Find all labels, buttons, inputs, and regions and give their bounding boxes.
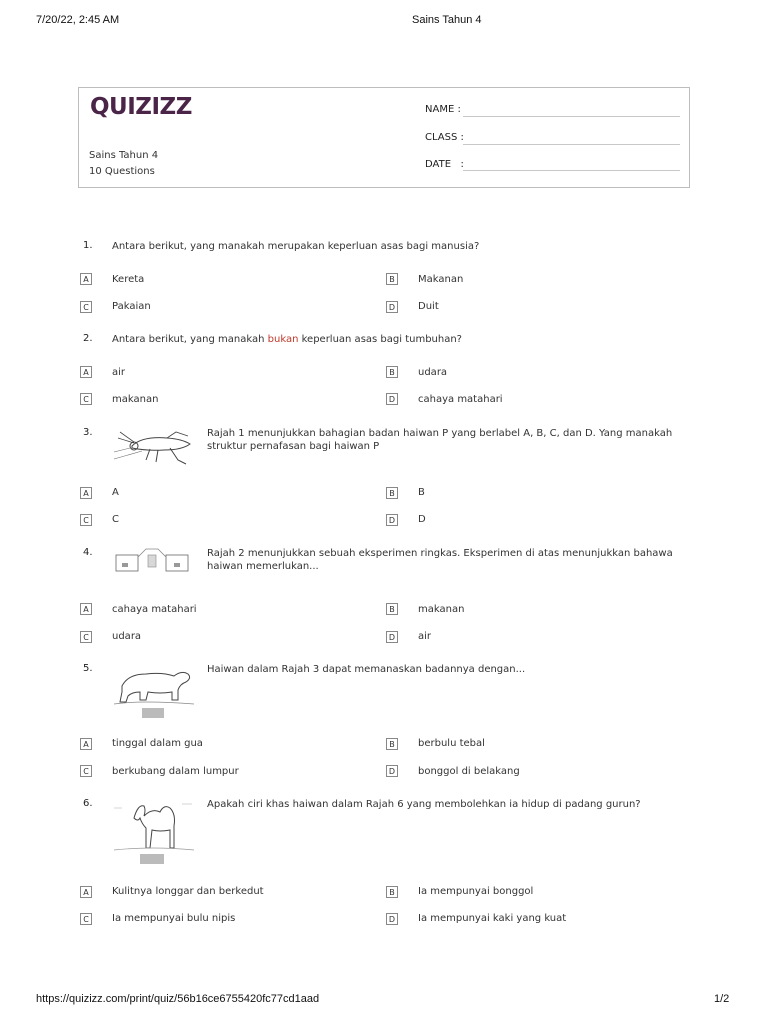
question-number: 6. xyxy=(83,798,93,809)
option-box-b[interactable]: B xyxy=(386,886,398,898)
option-text: Makanan xyxy=(418,274,464,285)
name-field[interactable] xyxy=(463,116,680,117)
option-box-d[interactable]: D xyxy=(386,765,398,777)
option-text: makanan xyxy=(112,394,159,405)
class-label: CLASS : xyxy=(425,132,464,143)
option-text: tinggal dalam gua xyxy=(112,738,203,749)
option-box-d[interactable]: D xyxy=(386,631,398,643)
question-number: 4. xyxy=(83,547,93,558)
option-box-d[interactable]: D xyxy=(386,393,398,405)
quizizz-logo: QUIZIZZ xyxy=(90,94,192,120)
option-text: Ia mempunyai bulu nipis xyxy=(112,913,236,924)
option-text: makanan xyxy=(418,604,465,615)
print-url: https://quizizz.com/print/quiz/56b16ce6755420fc77cd1aad xyxy=(36,993,320,1005)
option-text: Kulitnya longgar dan berkedut xyxy=(112,886,264,897)
quiz-title: Sains Tahun 4 xyxy=(89,150,159,161)
highlighted-word: bukan xyxy=(267,334,299,345)
class-field[interactable] xyxy=(463,144,680,145)
option-text: bonggol di belakang xyxy=(418,766,520,777)
option-text: air xyxy=(112,367,126,378)
option-box-a[interactable]: A xyxy=(80,886,92,898)
date-label: DATE : xyxy=(425,159,464,170)
option-text: B xyxy=(418,487,425,498)
print-page-number: 1/2 xyxy=(714,993,730,1005)
option-text: berbulu tebal xyxy=(418,738,485,749)
option-text: air xyxy=(418,631,432,642)
option-text: udara xyxy=(112,631,142,642)
option-box-a[interactable]: A xyxy=(80,366,92,378)
option-box-b[interactable]: B xyxy=(386,487,398,499)
question-text-part: keperluan asas bagi tumbuhan? xyxy=(298,334,462,345)
date-field[interactable] xyxy=(463,170,680,171)
option-box-c[interactable]: C xyxy=(80,301,92,313)
question-text: Haiwan dalam Rajah 3 dapat memanaskan badannya dengan... xyxy=(207,664,526,675)
option-box-d[interactable]: D xyxy=(386,913,398,925)
print-datetime: 7/20/22, 2:45 AM xyxy=(36,14,120,26)
question-text: Antara berikut, yang manakah merupakan keperluan asas bagi manusia? xyxy=(112,241,480,252)
grasshopper-image xyxy=(112,426,196,466)
option-text: Pakaian xyxy=(112,301,151,312)
option-box-b[interactable]: B xyxy=(386,603,398,615)
option-box-c[interactable]: C xyxy=(80,913,92,925)
print-title: Sains Tahun 4 xyxy=(412,14,482,26)
option-box-a[interactable]: A xyxy=(80,273,92,285)
option-text: udara xyxy=(418,367,448,378)
question-number: 3. xyxy=(83,427,93,438)
question-number: 5. xyxy=(83,663,93,674)
camel-image xyxy=(112,796,196,868)
option-box-c[interactable]: C xyxy=(80,514,92,526)
option-box-d[interactable]: D xyxy=(386,301,398,313)
question-count: 10 Questions xyxy=(89,166,155,177)
question-number: 2. xyxy=(83,333,93,344)
quiz-header-box xyxy=(78,87,690,188)
option-box-b[interactable]: B xyxy=(386,738,398,750)
option-box-c[interactable]: C xyxy=(80,765,92,777)
question-text: Apakah ciri khas haiwan dalam Rajah 6 yang membolehkan ia hidup di padang gurun? xyxy=(207,799,641,810)
option-text: cahaya matahari xyxy=(418,394,503,405)
option-text: Ia mempunyai kaki yang kuat xyxy=(418,913,567,924)
option-box-a[interactable]: A xyxy=(80,487,92,499)
option-text: Duit xyxy=(418,301,439,312)
option-box-c[interactable]: C xyxy=(80,631,92,643)
experiment-image xyxy=(112,545,194,575)
option-text: Ia mempunyai bonggol xyxy=(418,886,534,897)
option-box-a[interactable]: A xyxy=(80,603,92,615)
option-text: Kereta xyxy=(112,274,145,285)
option-text: C xyxy=(112,514,119,525)
question-text: Rajah 1 menunjukkan bahagian badan haiwan P yang berlabel A, B, C, dan D. Yang manakah struktur pernafasan bagi haiwan P xyxy=(207,428,673,452)
polar-bear-image xyxy=(112,660,196,722)
option-box-c[interactable]: C xyxy=(80,393,92,405)
option-text: A xyxy=(112,487,119,498)
option-text: D xyxy=(418,514,426,525)
question-text xyxy=(112,333,682,346)
option-box-b[interactable]: B xyxy=(386,273,398,285)
option-box-b[interactable]: B xyxy=(386,366,398,378)
option-box-d[interactable]: D xyxy=(386,514,398,526)
name-label: NAME : xyxy=(425,104,461,115)
question-number: 1. xyxy=(83,240,93,251)
option-text: berkubang dalam lumpur xyxy=(112,766,239,777)
question-text: Rajah 2 menunjukkan sebuah eksperimen ringkas. Eksperimen di atas menunjukkan bahawa haiwan memerlukan... xyxy=(207,548,673,572)
option-box-a[interactable]: A xyxy=(80,738,92,750)
option-text: cahaya matahari xyxy=(112,604,197,615)
question-text-part: Antara berikut, yang manakah xyxy=(112,334,268,345)
